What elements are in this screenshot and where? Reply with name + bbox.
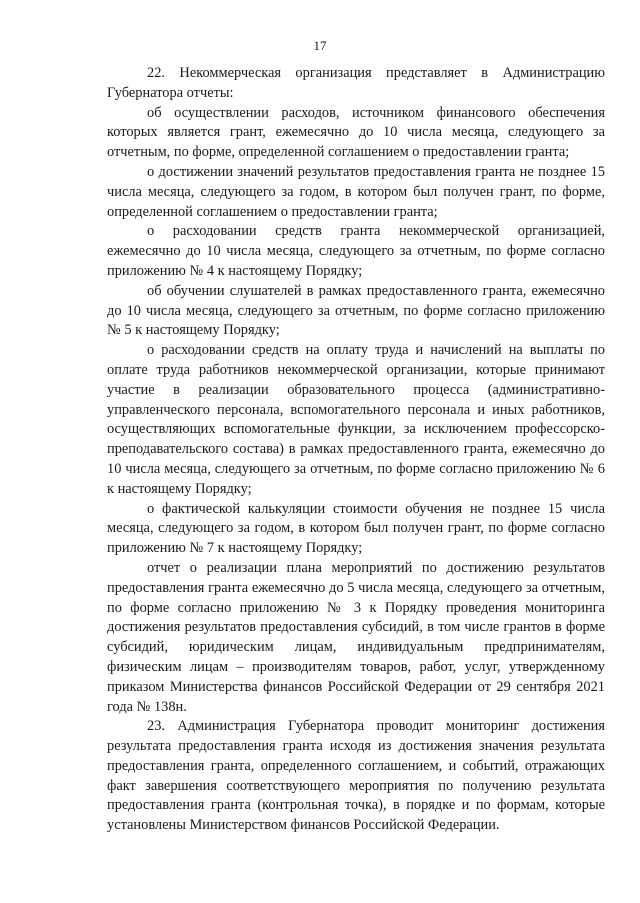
paragraph-report-cost-calculation: о фактической калькуляции стоимости обучения не позднее 15 числа месяца, следующего за годом, в котором был получен грант, по форме согласно приложению № 7 к настоящему Порядку; [107,500,605,557]
paragraph-23-monitoring: 23. Администрация Губернатора проводит мониторинг достижения результата предоставления гранта исходя из достижения значения результата предоставления гранта, определенного соглашением, и событий, отражающих факт завершения соответствующего мероприятия по получению результата предоставления гранта (контрольная точка), в порядке и по формам, которые установлены Министерством финансов Российской Федерации. [107,718,605,834]
document-body [107,64,605,836]
paragraph-report-action-plan: отчет о реализации плана мероприятий по достижению результатов предоставления гранта ежемесячно до 5 числа месяца, следующего за отчетным, по форме согласно приложению № 3 к Порядку проведения мониторинга достижения результатов предоставления субсидий, в том числе грантов в форме субсидий, юридическим лицам, индивидуальным предпринимателям, физическим лицам – производителям товаров, работ, услуг, утвержденному приказом Министерства финансов Российской Федерации от 29 сентября 2021 года № 138н. [107,559,605,715]
paragraph-report-results: о достижении значений результатов предоставления гранта не позднее 15 числа месяца, следующего за годом, в котором был получен грант, по форме, определенной соглашением о предоставлении гранта; [107,163,605,220]
paragraph-report-expenses: об осуществлении расходов, источником финансового обеспечения которых является грант, ежемесячно до 10 числа месяца, следующего за отчетным, по форме, определенной соглашением о предоставлении гранта; [107,104,605,161]
paragraph-report-salary: о расходовании средств на оплату труда и начислений на выплаты по оплате труда работников некоммерческой организации, которые принимают участие в реализации образовательного процесса (административно-управленческого персонала, вспомогательного персонала и иных работников, осуществляющих вспомогательные функции, за исключением профессорско-преподавательского состава) в рамках предоставленного гранта, ежемесячно до 10 числа месяца, следующего за отчетным, по форме согласно приложению № 6 к настоящему Порядку; [107,342,605,497]
paragraph-report-grant-spending: о расходовании средств гранта некоммерческой организацией, ежемесячно до 10 числа месяца, следующего за отчетным, по форме согласно приложению № 4 к настоящему Порядку; [107,223,605,279]
paragraph-22-intro: 22. Некоммерческая организация представляет в Администрацию Губернатора отчеты: [107,65,605,101]
paragraph-report-training: об обучении слушателей в рамках предоставленного гранта, ежемесячно до 10 числа месяца, следующего за отчетным, по форме согласно приложению № 5 к настоящему Порядку; [107,282,605,339]
page-number: 17 [313,38,327,53]
